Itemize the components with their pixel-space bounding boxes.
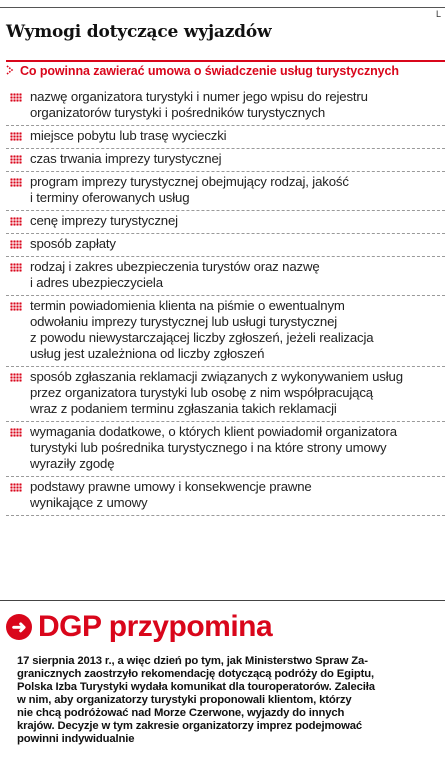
list-item-text: sposób zgłaszania reklamacji związanych z wykonywaniem usług przez organizatora turystyki lub osobę z nim współpracującą wraz z podaniem terminu zgłaszania takich reklamacji — [30, 369, 403, 416]
dgp-body: 17 sierpnia 2013 r., a więc dzień po tym, jak Ministerstwo Spraw Za- granicznych zaostrzyło rekomendację dotyczącą podróży do Egiptu, Polska Izba Turystyki wydała komunikat dla touroperatorów. Zaleciła w nim, aby organizatorzy turystyki proponowali klientom, którzy nie chcą podróżować nad Morze Czerwone, wyjazdy do innych krajów. Decyzje w tym zakresie organizatorzy imprez podejmować powinni indywidualnie — [17, 655, 375, 745]
list-item — [6, 367, 445, 422]
page-title: Wymogi dotyczące wyjazdów — [6, 22, 272, 42]
section-divider — [0, 600, 445, 601]
requirements-list — [6, 87, 445, 516]
list-item-text: podstawy prawne umowy i konsekwencje prawne wynikające z umowy — [30, 479, 312, 510]
bullet-dots-icon — [10, 263, 22, 272]
bullet-dots-icon — [10, 178, 22, 187]
bullet-dots-icon — [10, 240, 22, 249]
list-item-text: cenę imprezy turystycznej — [30, 213, 178, 228]
arrow-right-icon: ➜ — [6, 614, 32, 640]
corner-mark: L — [435, 9, 441, 19]
list-item-text: rodzaj i zakres ubezpieczenia turystów oraz nazwę i adres ubezpieczyciela — [30, 259, 320, 290]
bullet-dots-icon — [10, 155, 22, 164]
list-item — [6, 257, 445, 296]
bullet-dots-icon — [10, 483, 22, 492]
list-item — [6, 126, 445, 149]
list-item-text: termin powiadomienia klienta na piśmie o ewentualnym odwołaniu imprezy turystycznej lub usługi turystycznej z powodu niewystarczającej liczby zgłoszeń, jeżeli realizacja usług jest uzależniona od liczby zgłoszeń — [30, 298, 374, 361]
list-item — [6, 296, 445, 367]
list-item — [6, 422, 445, 477]
bullet-dots-icon — [10, 302, 22, 311]
bullet-dots-icon — [10, 217, 22, 226]
list-item-text: miejsce pobytu lub trasę wycieczki — [30, 128, 227, 143]
dgp-title: DGP przypomina — [38, 610, 273, 643]
dgp-header — [6, 612, 272, 642]
list-item-text: wymagania dodatkowe, o których klient powiadomił organizatora turystyki lub pośrednika turystycznego i na które strony umowy wyraziły zgodę — [30, 424, 397, 471]
list-item-text: sposób zapłaty — [30, 236, 116, 251]
list-item — [6, 234, 445, 257]
list-item-text: program imprezy turystycznej obejmujący rodzaj, jakość i terminy oferowanych usług — [30, 174, 349, 205]
list-item-text: czas trwania imprezy turystycznej — [30, 151, 222, 166]
list-item — [6, 149, 445, 172]
bullet-dots-icon — [10, 93, 22, 102]
chevron-right-icon — [6, 64, 15, 78]
list-item — [6, 477, 445, 516]
list-item — [6, 87, 445, 126]
bullet-dots-icon — [10, 428, 22, 437]
list-item — [6, 211, 445, 234]
bullet-dots-icon — [10, 132, 22, 141]
section-subheader — [6, 60, 445, 78]
list-item-text: nazwę organizatora turystyki i numer jego wpisu do rejestru organizatorów turystyki i pośredników turystycznych — [30, 89, 368, 120]
top-rule — [0, 7, 445, 8]
subheader-text: Co powinna zawierać umowa o świadczenie usług turystycznych — [20, 64, 399, 78]
bullet-dots-icon — [10, 373, 22, 382]
list-item — [6, 172, 445, 211]
